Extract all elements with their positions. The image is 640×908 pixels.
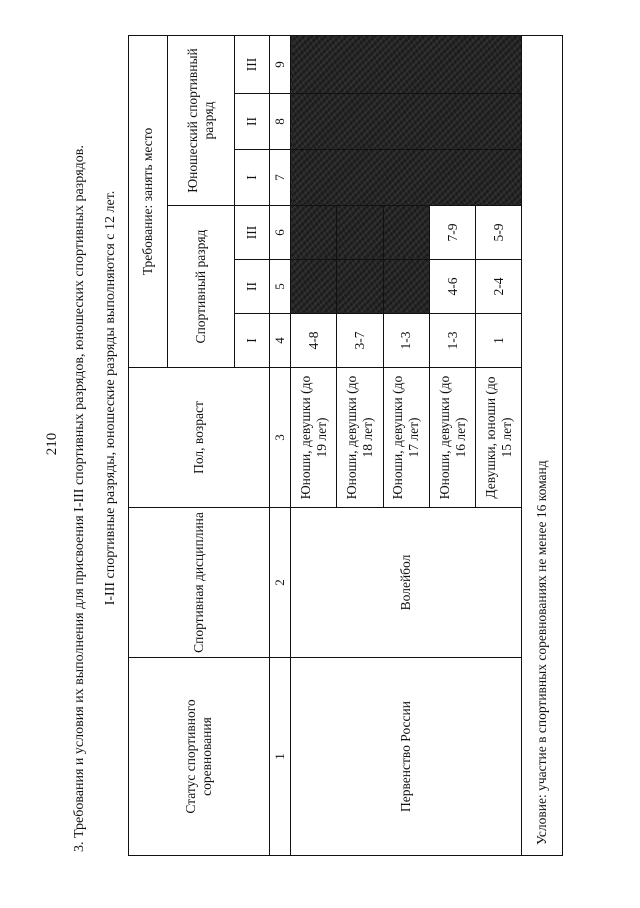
- column-number: 1: [270, 658, 291, 856]
- discipline-cell: Волейбол: [291, 508, 522, 658]
- header-requirement: Требование: занять место: [129, 35, 168, 367]
- shaded-cell: [291, 35, 522, 93]
- header-discipline: Спортивная дисциплина: [129, 508, 270, 658]
- column-number: 8: [270, 94, 291, 150]
- gender-age-cell: Юноши, девушки (до 19 лет): [291, 368, 337, 508]
- header-youth-rank: Юношеский спортивный разряд: [168, 35, 235, 205]
- status-cell: Первенство России: [291, 658, 522, 856]
- rank-value-cell: 4-6: [429, 260, 475, 314]
- table-row: [291, 35, 337, 855]
- gender-age-cell: Девушки, юноши (до 15 лет): [476, 368, 522, 508]
- column-number: 5: [270, 260, 291, 314]
- shaded-cell: [383, 206, 429, 260]
- header-status: Статус спортивного соревнования: [129, 658, 270, 856]
- rank-value-cell: 1-3: [429, 314, 475, 368]
- column-number: 9: [270, 35, 291, 93]
- header-rank-sport-1: I: [235, 314, 270, 368]
- column-number: 4: [270, 314, 291, 368]
- gender-age-cell: Юноши, девушки (до 16 лет): [429, 368, 475, 508]
- requirements-table: [128, 35, 563, 856]
- column-number: 3: [270, 368, 291, 508]
- shaded-cell: [337, 260, 383, 314]
- shaded-cell: [337, 206, 383, 260]
- header-rank-sport-2: II: [235, 260, 270, 314]
- section-heading: 3. Требования и условия их выполнения для присвоения I-III спортивных разрядов, юношеских спортивных разрядов.: [72, 145, 87, 852]
- header-sport-rank: Спортивный разряд: [168, 206, 235, 368]
- condition-text: Условие: участие в спортивных соревнованиях не менее 16 команд: [522, 35, 563, 855]
- header-rank-youth-2: II: [235, 94, 270, 150]
- section-subheading: I-III спортивные разряды, юношеские разряды выполняются с 12 лет.: [103, 190, 118, 606]
- header-gender-age: Пол, возраст: [129, 368, 270, 508]
- column-number: 6: [270, 206, 291, 260]
- shaded-cell: [291, 260, 337, 314]
- rank-value-cell: 7-9: [429, 206, 475, 260]
- shaded-cell: [291, 150, 522, 206]
- header-rank-youth-3: III: [235, 35, 270, 93]
- column-number: 2: [270, 508, 291, 658]
- rank-value-cell: 2-4: [476, 260, 522, 314]
- rank-value-cell: 3-7: [337, 314, 383, 368]
- column-number: 7: [270, 150, 291, 206]
- shaded-cell: [291, 94, 522, 150]
- gender-age-cell: Юноши, девушки (до 18 лет): [337, 368, 383, 508]
- shaded-cell: [383, 260, 429, 314]
- rank-value-cell: 1-3: [383, 314, 429, 368]
- rank-value-cell: 4-8: [291, 314, 337, 368]
- header-rank-youth-1: I: [235, 150, 270, 206]
- rank-value-cell: 1: [476, 314, 522, 368]
- page-number: 210: [44, 432, 60, 456]
- header-rank-sport-3: III: [235, 206, 270, 260]
- shaded-cell: [291, 206, 337, 260]
- rank-value-cell: 5-9: [476, 206, 522, 260]
- gender-age-cell: Юноши, девушки (до 17 лет): [383, 368, 429, 508]
